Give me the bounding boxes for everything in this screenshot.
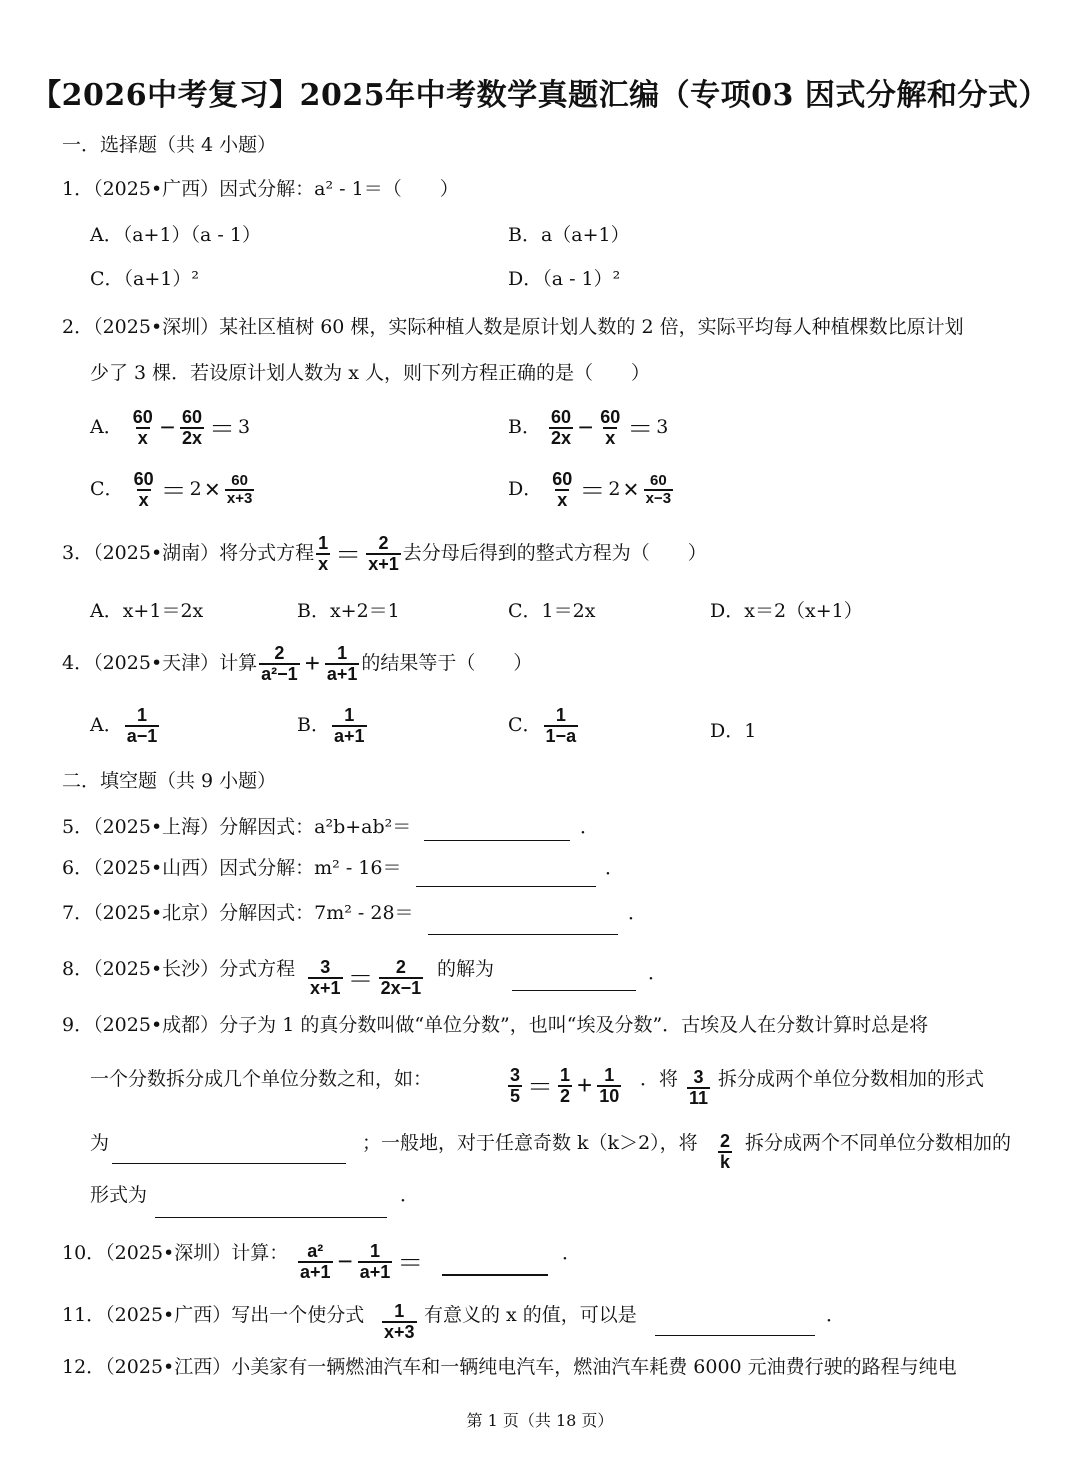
question-5: 5．（2025•上海）分解因式：a²b+ab²＝ bbox=[62, 816, 412, 838]
question-8-equation bbox=[306, 958, 425, 998]
question-9-line-4: 形式为 bbox=[90, 1184, 148, 1206]
denominator: 2x bbox=[182, 427, 203, 448]
fraction bbox=[325, 644, 360, 684]
question-10-stem: 10．（2025•深圳）计算： bbox=[62, 1242, 289, 1264]
fraction bbox=[308, 958, 343, 998]
denominator: a+1 bbox=[326, 663, 358, 684]
question-9-fraction-3-11 bbox=[685, 1068, 712, 1108]
plus-sign: + bbox=[304, 648, 320, 679]
denominator: a+1 bbox=[333, 725, 365, 746]
question-2-line-2: 少了 3 棵．若设原计划人数为 x 人，则下列方程正确的是（ ） bbox=[90, 362, 650, 384]
question-2-option-a bbox=[90, 408, 250, 448]
numerator: 60 bbox=[231, 472, 248, 490]
question-8-tail: 的解为 bbox=[437, 958, 495, 980]
question-10-period: ． bbox=[562, 1242, 582, 1264]
option-label: A． bbox=[90, 713, 123, 736]
section-heading-fill-in: 二．填空题（共 9 小题） bbox=[62, 770, 277, 792]
fraction bbox=[379, 958, 424, 998]
question-9-line-2a: 一个分数拆分成几个单位分数之和，如： bbox=[90, 1068, 433, 1090]
question-1 bbox=[62, 174, 459, 201]
question-1-expr: a² - 1＝（ ） bbox=[314, 178, 459, 200]
fraction bbox=[508, 1066, 522, 1106]
question-1-stem: 1．（2025•广西）因式分解： bbox=[62, 178, 315, 200]
question-3-option-c: C．1＝2x bbox=[508, 600, 596, 622]
page-footer: 第 1 页（共 18 页） bbox=[466, 1411, 614, 1430]
denominator: x bbox=[138, 489, 149, 510]
value: 2 bbox=[608, 477, 621, 500]
option-label: A． bbox=[90, 415, 123, 438]
section-heading-multiple-choice: 一．选择题（共 4 小题） bbox=[62, 134, 277, 156]
fraction bbox=[316, 534, 330, 574]
fraction bbox=[298, 1242, 333, 1282]
question-8-stem: 8．（2025•长沙）分式方程 bbox=[62, 958, 296, 980]
question-3-option-d: D．x＝2（x+1） bbox=[710, 600, 863, 622]
question-1-option-b: B．a（a+1） bbox=[508, 224, 630, 246]
question-9-example-equation bbox=[506, 1066, 623, 1106]
denominator: x bbox=[318, 553, 329, 574]
denominator: x bbox=[605, 427, 616, 448]
document-title: 【2026中考复习】2025年中考数学真题汇编（专项03 因式分解和分式） bbox=[31, 78, 1049, 113]
equals-sign: ＝ bbox=[527, 1072, 554, 1103]
denominator: x+3 bbox=[384, 1321, 415, 1342]
times-sign: × bbox=[623, 474, 639, 505]
fraction bbox=[366, 534, 401, 574]
fraction bbox=[332, 706, 367, 746]
question-6-period: ． bbox=[605, 857, 625, 879]
denominator: x bbox=[137, 427, 148, 448]
numerator: 1 bbox=[560, 1065, 571, 1085]
denominator: 1−a bbox=[545, 725, 577, 746]
question-5-period: ． bbox=[580, 816, 600, 838]
denominator: k bbox=[720, 1151, 731, 1172]
equals-sign: ＝ bbox=[579, 476, 606, 507]
fraction bbox=[550, 470, 574, 510]
numerator: 2 bbox=[720, 1131, 731, 1151]
fraction bbox=[125, 706, 160, 746]
numerator: 1 bbox=[137, 705, 148, 725]
fraction bbox=[225, 473, 254, 507]
numerator: 1 bbox=[394, 1301, 405, 1321]
question-6: 6．（2025•山西）因式分解：m² - 16＝ bbox=[62, 857, 402, 879]
denominator: x+1 bbox=[368, 553, 399, 574]
value: 2 bbox=[189, 477, 202, 500]
numerator: a² bbox=[307, 1241, 324, 1261]
fraction bbox=[382, 1302, 417, 1342]
numerator: 60 bbox=[133, 469, 154, 489]
denominator: 11 bbox=[689, 1087, 709, 1108]
question-4-option-a bbox=[90, 706, 161, 746]
question-3-stem: 3．（2025•湖南）将分式方程 bbox=[62, 541, 315, 564]
question-9-line-3b: ；一般地，对于任意奇数 k（k＞2），将 bbox=[362, 1132, 698, 1154]
question-2-option-c bbox=[90, 470, 256, 510]
option-label: C． bbox=[508, 713, 542, 736]
fraction bbox=[558, 1066, 572, 1106]
question-4-tail: 的结果等于（ ） bbox=[361, 651, 533, 674]
numerator: 60 bbox=[551, 407, 572, 427]
answer-blank-9a[interactable] bbox=[112, 1163, 346, 1164]
numerator: 1 bbox=[318, 533, 329, 553]
value: 3 bbox=[238, 415, 251, 438]
denominator: a+1 bbox=[359, 1261, 391, 1282]
equals-sign: ＝ bbox=[335, 540, 362, 571]
fraction bbox=[358, 1242, 393, 1282]
fraction bbox=[598, 408, 622, 448]
numerator: 2 bbox=[378, 533, 389, 553]
denominator: 2x bbox=[551, 427, 572, 448]
fraction bbox=[718, 1132, 732, 1172]
option-label: B． bbox=[297, 713, 330, 736]
equals-sign: ＝ bbox=[209, 414, 236, 445]
option-label: D． bbox=[508, 477, 543, 500]
numerator: 1 bbox=[370, 1241, 381, 1261]
answer-blank-11[interactable] bbox=[655, 1335, 815, 1336]
denominator: x−3 bbox=[645, 489, 672, 507]
equals-sign: ＝ bbox=[627, 414, 654, 445]
denominator: 2x−1 bbox=[380, 977, 422, 998]
numerator: 3 bbox=[320, 957, 331, 977]
question-11-fraction bbox=[380, 1302, 419, 1342]
question-8-period: ． bbox=[648, 962, 668, 984]
question-9-line-2c: 拆分成两个单位分数相加的形式 bbox=[718, 1068, 985, 1090]
question-11-stem: 11．（2025•广西）写出一个使分式 bbox=[62, 1304, 365, 1326]
answer-blank-9b[interactable] bbox=[155, 1217, 387, 1218]
denominator: x+1 bbox=[310, 977, 341, 998]
numerator: 1 bbox=[555, 705, 566, 725]
numerator: 3 bbox=[510, 1065, 521, 1085]
numerator: 60 bbox=[649, 472, 667, 490]
minus-sign: − bbox=[337, 1246, 353, 1277]
question-4-stem: 4．（2025•天津）计算 bbox=[62, 651, 258, 674]
question-9-line-2b: ．将 bbox=[640, 1068, 679, 1090]
fraction bbox=[131, 408, 155, 448]
question-12-line-1: 12．（2025•江西）小美家有一辆燃油汽车和一辆纯电汽车，燃油汽车耗费 6000 元油费行驶的路程与纯电 bbox=[62, 1356, 957, 1378]
question-4 bbox=[62, 644, 532, 684]
question-4-option-b bbox=[297, 706, 369, 746]
question-2-option-b bbox=[508, 408, 668, 448]
question-2-line-1: 2．（2025•深圳）某社区植树 60 棵，实际种植人数是原计划人数的 2 倍，实际平均每人种植棵数比原计划 bbox=[62, 316, 964, 338]
answer-blank-6[interactable] bbox=[416, 886, 596, 887]
question-3 bbox=[62, 534, 707, 574]
denominator: a+1 bbox=[300, 1261, 331, 1282]
numerator: 1 bbox=[337, 643, 348, 663]
value: 3 bbox=[656, 415, 669, 438]
question-9-line-3c: 拆分成两个不同单位分数相加的 bbox=[745, 1132, 1012, 1154]
equals-sign: ＝ bbox=[397, 1248, 424, 1279]
question-1-option-c: C．（a+1）² bbox=[90, 268, 199, 290]
numerator: 2 bbox=[274, 643, 285, 663]
numerator: 2 bbox=[395, 957, 406, 977]
question-7-period: ． bbox=[628, 902, 648, 924]
denominator: 5 bbox=[510, 1085, 521, 1106]
question-3-option-b: B．x+2＝1 bbox=[297, 600, 400, 622]
numerator: 60 bbox=[600, 407, 621, 427]
question-3-option-a: A．x+1＝2x bbox=[90, 600, 204, 622]
fraction bbox=[259, 644, 300, 684]
answer-blank-8[interactable] bbox=[512, 990, 636, 991]
question-11-period: ． bbox=[826, 1304, 846, 1326]
numerator: 60 bbox=[182, 407, 203, 427]
answer-blank-5[interactable] bbox=[424, 840, 570, 841]
fraction bbox=[180, 408, 204, 448]
minus-sign: − bbox=[159, 412, 175, 443]
fraction bbox=[544, 706, 579, 746]
question-10-expression bbox=[296, 1242, 426, 1282]
equals-sign: ＝ bbox=[160, 476, 187, 507]
question-7: 7．（2025•北京）分解因式：7m² - 28＝ bbox=[62, 902, 414, 924]
fraction bbox=[549, 408, 573, 448]
question-1-option-a: A．（a+1）（a - 1） bbox=[90, 224, 261, 246]
fraction bbox=[687, 1068, 710, 1108]
answer-blank-7[interactable] bbox=[428, 934, 618, 935]
equals-sign: ＝ bbox=[347, 964, 374, 995]
question-9-period: ． bbox=[400, 1184, 420, 1206]
question-4-option-d: D．1 bbox=[710, 720, 757, 742]
question-11-tail: 有意义的 x 的值，可以是 bbox=[424, 1304, 637, 1326]
question-9-line-1: 9．（2025•成都）分子为 1 的真分数叫做“单位分数”，也叫“埃及分数”．古埃及人在分数计算时总是将 bbox=[62, 1014, 929, 1036]
denominator: x+3 bbox=[226, 489, 253, 507]
plus-sign: + bbox=[577, 1070, 593, 1101]
times-sign: × bbox=[204, 474, 220, 505]
numerator: 60 bbox=[552, 469, 573, 489]
fraction bbox=[597, 1066, 621, 1106]
question-9-line-3a: 为 bbox=[90, 1132, 110, 1154]
fraction bbox=[644, 473, 673, 507]
question-4-option-c bbox=[508, 706, 580, 746]
denominator: 10 bbox=[599, 1085, 620, 1106]
question-1-option-d: D．（a - 1）² bbox=[508, 268, 621, 290]
answer-blank-10[interactable] bbox=[442, 1274, 548, 1276]
denominator: x bbox=[557, 489, 568, 510]
question-3-tail: 去分母后得到的整式方程为（ ） bbox=[402, 541, 707, 564]
minus-sign: − bbox=[578, 412, 594, 443]
fraction bbox=[132, 470, 156, 510]
numerator: 1 bbox=[604, 1065, 615, 1085]
numerator: 1 bbox=[344, 705, 355, 725]
question-9-fraction-2-k bbox=[716, 1132, 734, 1172]
option-label: C． bbox=[90, 477, 124, 500]
denominator: a²−1 bbox=[261, 663, 298, 684]
denominator: a−1 bbox=[126, 725, 158, 746]
numerator: 60 bbox=[132, 407, 153, 427]
numerator: 3 bbox=[693, 1067, 704, 1087]
question-2-option-d bbox=[508, 470, 675, 510]
option-label: B． bbox=[508, 415, 541, 438]
denominator: 2 bbox=[560, 1085, 571, 1106]
